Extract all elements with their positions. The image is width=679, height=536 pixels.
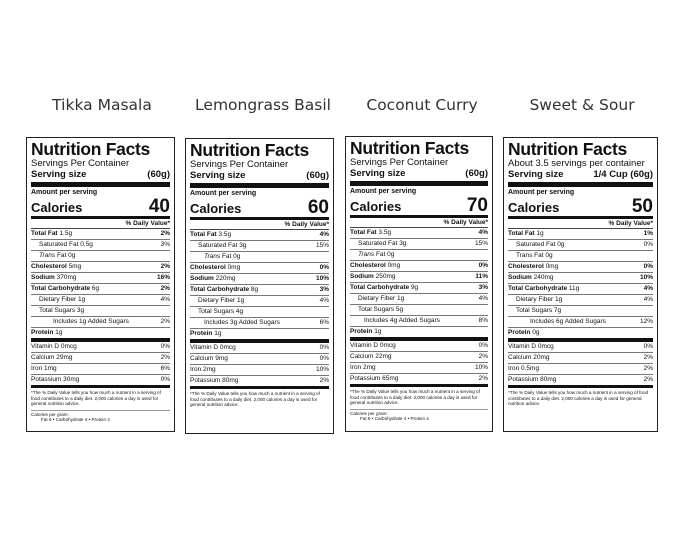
nutrient-label: Trans Fat 0g — [204, 253, 241, 260]
nutrient-daily-value: 10% — [315, 366, 329, 373]
nutrient-row — [31, 262, 170, 273]
nutrient-row — [31, 342, 170, 353]
nutrient-row — [190, 376, 329, 389]
nutrient-row — [508, 251, 653, 262]
nutrient-label: Dietary Fiber 1g — [39, 296, 86, 303]
nutrient-daily-value: 2% — [643, 365, 653, 372]
nutrient-label: Cholesterol 5mg — [31, 263, 82, 270]
divider-thick — [508, 182, 653, 187]
footnote: *The % Daily Value tells you how much a nutrient in a serving of food contributes to a daily diet. 2,000 calories a day is used for general nutrition advice. — [508, 390, 649, 407]
serving-size-row — [350, 168, 488, 179]
nutrient-row — [31, 353, 170, 364]
nutrient-row — [190, 274, 329, 285]
serving-size-label: Serving size — [31, 169, 87, 180]
nutrient-row — [190, 285, 329, 296]
nutrient-label: Trans Fat 0g — [516, 252, 553, 259]
nutrient-label: Total Sugars 5g — [358, 306, 404, 313]
nutrient-label: Vitamin D 0mcg — [350, 342, 396, 349]
nutrient-label: Iron 2mg — [190, 366, 216, 373]
nutrient-row — [350, 239, 488, 250]
nutrient-row — [350, 250, 488, 261]
nutrient-daily-value: 0% — [643, 263, 653, 270]
serving-size-label: Serving size — [350, 168, 406, 179]
nutrient-label: Potassium 80mg — [508, 376, 557, 383]
nutrient-row — [350, 374, 488, 387]
nutrient-label: Total Carbohydrate 6g — [31, 285, 100, 292]
nutrient-daily-value: 0% — [478, 262, 488, 269]
nutrition-facts-title: Nutrition Facts — [350, 138, 469, 158]
nutrient-label: Sodium 220mg — [190, 275, 236, 282]
nutrient-label: Calcium 22mg — [350, 353, 392, 360]
nutrient-row — [508, 353, 653, 364]
nutrient-row — [508, 342, 653, 353]
nutrient-row — [508, 317, 653, 328]
nutrient-daily-value: 3% — [160, 241, 170, 248]
nutrient-label: Calcium 20mg — [508, 354, 550, 361]
serving-size-value: (60g) — [147, 169, 170, 180]
nutrient-label: Total Carbohydrate 9g — [350, 284, 419, 291]
nutrient-daily-value: 3% — [319, 286, 329, 293]
nutrient-daily-value: 4% — [643, 285, 653, 292]
calories-per-gram: Calories per gram: Fat 9 • Carbohydrate 4 • Protein 4 — [350, 409, 488, 422]
nutrient-row — [31, 364, 170, 375]
nutrient-row — [508, 328, 653, 342]
nutrient-label: Includes 1g Added Sugars — [53, 318, 129, 325]
calories-label: Calories — [190, 201, 242, 216]
nutrient-label: Calcium 29mg — [31, 354, 73, 361]
nutrient-daily-value: 11% — [475, 273, 488, 280]
product-name: Tikka Masala — [52, 96, 152, 114]
nutrient-daily-value: 4% — [319, 231, 329, 238]
nutrient-label: Total Fat 1g — [508, 230, 544, 237]
nutrient-daily-value: 2% — [319, 377, 329, 384]
nutrient-row — [350, 316, 488, 327]
nutrient-label: Total Fat 3.5g — [190, 231, 232, 238]
calories-row — [31, 197, 170, 219]
nutrient-row — [508, 375, 653, 388]
calories-row — [508, 197, 653, 219]
nutrient-daily-value: 4% — [478, 229, 488, 236]
nutrient-daily-value: 2% — [478, 375, 488, 382]
nutrient-label: Total Carbohydrate 8g — [190, 286, 259, 293]
nutrient-row — [508, 295, 653, 306]
calories-label: Calories — [508, 200, 560, 215]
nutrient-label: Protein 0g — [508, 329, 540, 336]
nutrient-label: Total Carbohydrate 11g — [508, 285, 580, 292]
nutrient-daily-value: 12% — [639, 318, 653, 325]
nutrient-label: Cholesterol 0mg — [190, 264, 241, 271]
nutrition-facts-panel — [26, 137, 175, 432]
nutrient-row — [508, 262, 653, 273]
nutrient-daily-value: 1% — [643, 230, 653, 237]
nutrient-row — [508, 306, 653, 317]
nutrient-row — [31, 251, 170, 262]
divider-thick — [350, 181, 488, 186]
calories-value: 60 — [307, 197, 329, 218]
nutrient-label: Sodium 370mg — [31, 274, 77, 281]
nutrient-label: Sodium 250mg — [350, 273, 396, 280]
calories-per-gram: Calories per gram: Fat 9 • Carbohydrate 4 • Protein 4 — [31, 410, 170, 423]
serving-size-label: Serving size — [190, 170, 246, 181]
daily-value-header: % Daily Value* — [350, 218, 488, 228]
nutrient-row — [190, 241, 329, 252]
amount-per-serving: Amount per serving — [508, 189, 575, 196]
nutrient-row — [31, 295, 170, 306]
nutrient-label: Potassium 65mg — [350, 375, 399, 382]
nutrient-row — [350, 228, 488, 239]
nutrient-label: Sodium 240mg — [508, 274, 554, 281]
calories-row — [190, 198, 329, 220]
nutrient-row — [31, 284, 170, 295]
nutrition-facts-panel — [185, 138, 334, 434]
nutrient-row — [350, 341, 488, 352]
nutrient-label: Total Fat 3.5g — [350, 229, 392, 236]
nutrient-label: Protein 1g — [350, 328, 382, 335]
nutrient-daily-value: 2% — [643, 354, 653, 361]
servings-per-container: Servings Per Container — [31, 158, 130, 169]
product-name: Coconut Curry — [366, 96, 478, 114]
nutrient-label: Cholesterol 0mg — [350, 262, 401, 269]
nutrient-daily-value: 4% — [478, 295, 488, 302]
nutrient-row — [190, 307, 329, 318]
nutrient-daily-value: 15% — [474, 240, 488, 247]
nutrient-label: Saturated Fat 3g — [198, 242, 247, 249]
nutrient-daily-value: 2% — [160, 318, 170, 325]
nutrient-label: Includes 4g Added Sugars — [364, 317, 440, 324]
nutrient-row — [350, 294, 488, 305]
nutrient-row — [31, 375, 170, 388]
nutrient-label: Potassium 30mg — [31, 376, 80, 383]
servings-per-container: Servings Per Container — [350, 157, 449, 168]
nutrient-label: Vitamin D 0mcg — [190, 344, 236, 351]
nutrition-facts-title: Nutrition Facts — [190, 140, 309, 160]
serving-size-value: (60g) — [306, 170, 329, 181]
nutrient-daily-value: 0% — [643, 241, 653, 248]
nutrient-daily-value: 0% — [160, 376, 170, 383]
nutrient-row — [190, 230, 329, 241]
nutrient-label: Total Sugars 3g — [39, 307, 85, 314]
nutrient-row — [350, 283, 488, 294]
calories-row — [350, 196, 488, 218]
nutrient-daily-value: 2% — [160, 263, 170, 270]
nutrient-label: Dietary Fiber 1g — [358, 295, 405, 302]
amount-per-serving: Amount per serving — [31, 189, 98, 196]
nutrient-row — [190, 354, 329, 365]
nutrient-daily-value: 15% — [315, 242, 329, 249]
product-name: Sweet & Sour — [529, 96, 635, 114]
serving-size-row — [190, 170, 329, 181]
nutrient-row — [190, 252, 329, 263]
calories-value: 50 — [631, 196, 653, 217]
divider-thick — [31, 182, 170, 187]
nutrient-daily-value: 3% — [478, 284, 488, 291]
nutrient-row — [350, 261, 488, 272]
nutrient-daily-value: 4% — [160, 296, 170, 303]
nutrient-label: Total Sugars 4g — [198, 308, 244, 315]
nutrient-label: Iron 2mg — [350, 364, 376, 371]
nutrient-label: Total Fat 1.5g — [31, 230, 73, 237]
nutrient-row — [190, 329, 329, 343]
calories-value: 70 — [466, 195, 488, 216]
nutrient-row — [31, 317, 170, 328]
nutrient-label: Saturated Fat 3g — [358, 240, 407, 247]
nutrient-daily-value: 0% — [319, 344, 329, 351]
serving-size-value: (60g) — [465, 168, 488, 179]
nutrient-daily-value: 6% — [319, 319, 329, 326]
product-name: Lemongrass Basil — [195, 96, 331, 114]
servings-per-container: Servings Per Container — [190, 159, 289, 170]
nutrient-daily-value: 6% — [160, 365, 170, 372]
calories-value: 40 — [148, 196, 170, 217]
nutrient-row — [190, 296, 329, 307]
nutrient-daily-value: 16% — [156, 274, 170, 281]
nutrient-daily-value: 10% — [315, 275, 329, 282]
nutrient-row — [31, 328, 170, 342]
nutrition-facts-title: Nutrition Facts — [31, 139, 150, 159]
nutrient-row — [31, 273, 170, 284]
nutrient-daily-value: 2% — [478, 353, 488, 360]
serving-size-label: Serving size — [508, 169, 564, 180]
nutrient-daily-value: 10% — [474, 364, 488, 371]
nutrient-daily-value: 2% — [160, 354, 170, 361]
nutrient-daily-value: 4% — [643, 296, 653, 303]
nutrient-label: Protein 1g — [190, 330, 222, 337]
nutrition-facts-panel — [503, 137, 658, 432]
nutrient-row — [31, 229, 170, 240]
serving-size-row — [508, 169, 653, 180]
nutrient-label: Vitamin D 0mcg — [31, 343, 77, 350]
nutrient-row — [350, 352, 488, 363]
nutrient-daily-value: 0% — [319, 264, 329, 271]
nutrient-label: Includes 3g Added Sugars — [204, 319, 280, 326]
nutrient-row — [508, 229, 653, 240]
nutrient-label: Cholesterol 0mg — [508, 263, 559, 270]
nutrient-row — [190, 365, 329, 376]
nutrient-daily-value: 0% — [478, 342, 488, 349]
nutrient-label: Iron 0.5mg — [508, 365, 540, 372]
nutrient-label: Vitamin D 0mcg — [508, 343, 554, 350]
nutrient-daily-value: 2% — [160, 230, 170, 237]
nutrient-row — [508, 240, 653, 251]
nutrient-row — [350, 327, 488, 341]
nutrient-label: Trans Fat 0g — [39, 252, 76, 259]
nutrient-label: Saturated Fat 0g — [516, 241, 565, 248]
nutrient-label: Potassium 80mg — [190, 377, 239, 384]
nutrient-label: Protein 1g — [31, 329, 63, 336]
footnote: *The % Daily Value tells you how much a nutrient in a serving of food contributes to a daily diet. 2,000 calories a day is used for general nutrition advice. — [350, 389, 480, 406]
nutrient-row — [31, 306, 170, 317]
footnote: *The % Daily Value tells you how much a nutrient in a serving of food contributes to a daily diet. 2,000 calories a day is used for general nutrition advice. — [190, 391, 320, 408]
nutrient-label: Iron 1mg — [31, 365, 57, 372]
nutrient-daily-value: 2% — [160, 285, 170, 292]
serving-size-row — [31, 169, 170, 180]
nutrient-label: Dietary Fiber 1g — [198, 297, 245, 304]
nutrient-daily-value: 4% — [319, 297, 329, 304]
servings-per-container: About 3.5 servings per container — [508, 158, 645, 169]
nutrient-daily-value: 0% — [643, 343, 653, 350]
daily-value-header: % Daily Value* — [31, 219, 170, 229]
nutrient-label: Total Sugars 7g — [516, 307, 562, 314]
nutrient-label: Dietary Fiber 1g — [516, 296, 563, 303]
calories-label: Calories — [31, 200, 83, 215]
nutrient-row — [190, 263, 329, 274]
amount-per-serving: Amount per serving — [350, 188, 417, 195]
calories-label: Calories — [350, 199, 402, 214]
nutrient-row — [508, 364, 653, 375]
nutrient-row — [350, 272, 488, 283]
nutrient-label: Includes 6g Added Sugars — [530, 318, 606, 325]
nutrient-daily-value: 0% — [319, 355, 329, 362]
nutrient-row — [190, 343, 329, 354]
nutrition-facts-title: Nutrition Facts — [508, 139, 627, 159]
nutrient-row — [350, 363, 488, 374]
nutrition-facts-panel — [345, 136, 493, 432]
nutrient-daily-value: 2% — [643, 376, 653, 383]
daily-value-header: % Daily Value* — [508, 219, 653, 229]
nutrient-row — [31, 240, 170, 251]
divider-thick — [190, 183, 329, 188]
nutrient-label: Trans Fat 0g — [358, 251, 395, 258]
nutrient-label: Saturated Fat 0.5g — [39, 241, 93, 248]
nutrient-label: Calcium 9mg — [190, 355, 228, 362]
nutrient-row — [508, 284, 653, 295]
daily-value-header: % Daily Value* — [190, 220, 329, 230]
serving-size-value: 1/4 Cup (60g) — [593, 169, 653, 180]
nutrient-daily-value: 8% — [478, 317, 488, 324]
nutrient-row — [190, 318, 329, 329]
nutrient-row — [508, 273, 653, 284]
nutrient-daily-value: 0% — [160, 343, 170, 350]
footnote: *The % Daily Value tells you how much a nutrient in a serving of food contributes to a daily diet. 2,000 calories a day is used for general nutrition advice. — [31, 390, 161, 407]
nutrient-row — [350, 305, 488, 316]
amount-per-serving: Amount per serving — [190, 190, 257, 197]
nutrient-daily-value: 10% — [639, 274, 653, 281]
